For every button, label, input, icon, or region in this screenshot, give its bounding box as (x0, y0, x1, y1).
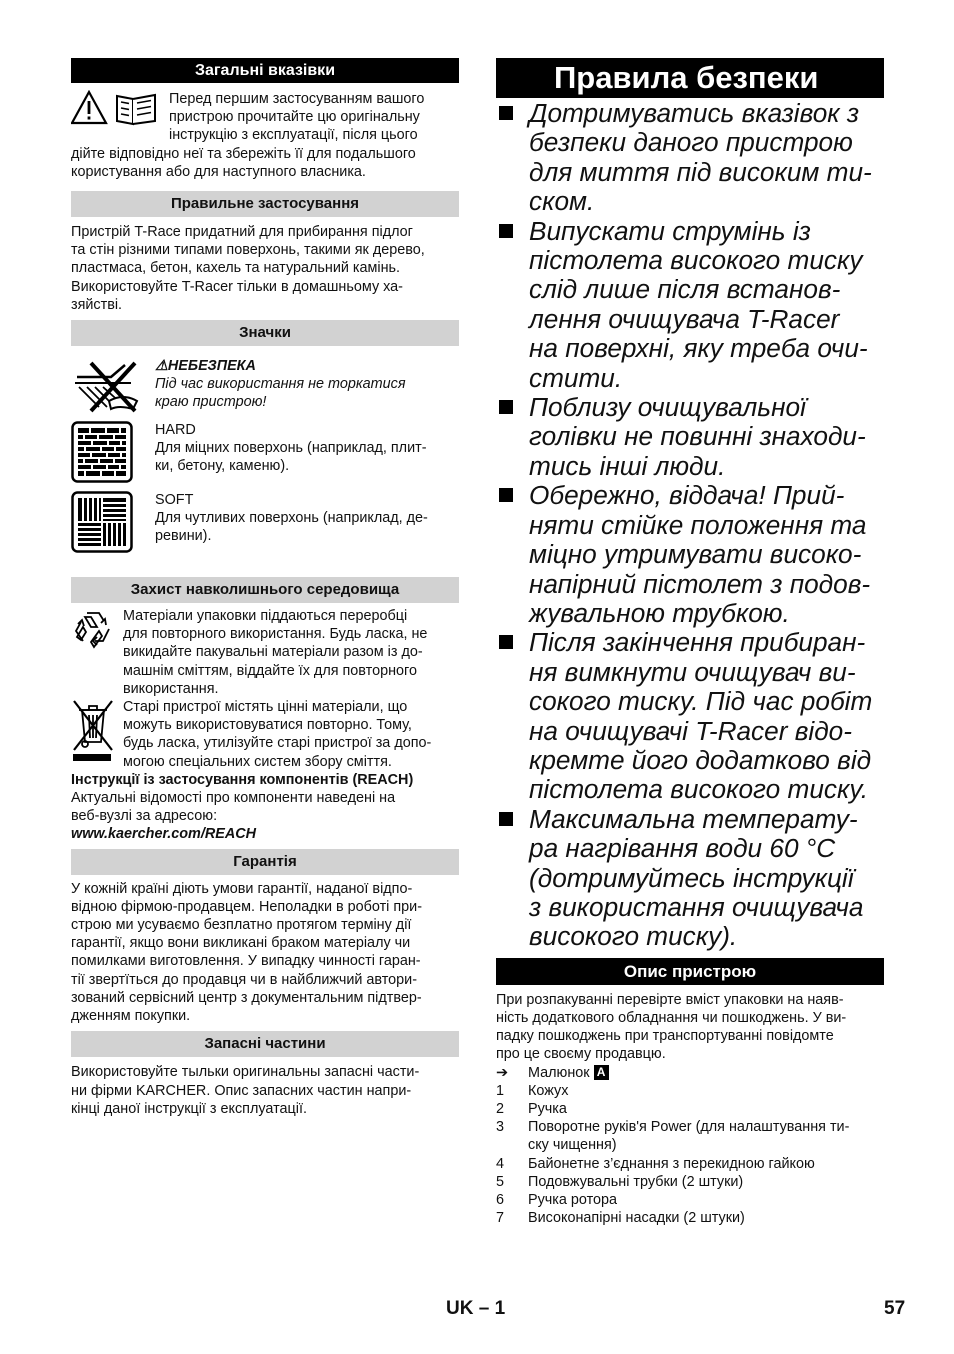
soft-surface-parquet-icon (71, 491, 133, 553)
general-line: дійте відповідно неї та збережіть її для подальшого (71, 145, 416, 162)
list-item (496, 1100, 884, 1118)
figure-badge: A (594, 1065, 609, 1080)
safety-bullet (496, 805, 884, 952)
proper-use-section (71, 223, 459, 314)
recycle-row (71, 607, 459, 698)
proper-use-line: Використовуйте T-Racer тільки в домашньому ха- (71, 278, 403, 295)
safety-bullet-list (496, 99, 884, 952)
arrow-right-icon: ➔ (496, 1064, 509, 1081)
list-item (496, 1155, 884, 1173)
proper-use-line: Пристрій T-Race придатний для прибирання підлог (71, 224, 413, 241)
safety-bullet-line: Після закінчення прибиран- (529, 627, 866, 658)
safety-bullet-line: тись інші люди. (529, 450, 726, 481)
waste-line: Старі пристрої містять цінні матеріали, що (123, 699, 408, 716)
item-text: Поворотне руків'я Power (для налаштування ти- (528, 1119, 850, 1136)
description-line: При розпакуванні перевірте вміст упаковки на наяв- (496, 991, 844, 1008)
safety-bullet-line: Максимальна температу- (529, 803, 858, 834)
square-bullet-icon (499, 635, 513, 649)
safety-bullet-line: Випускати струмінь із (529, 215, 811, 246)
safety-bullet-line: Обережно, віддача! Прий- (529, 480, 845, 511)
safety-bullet-line: на поверхні, яку треба очи- (529, 333, 868, 364)
waste-line: будь ласка, утилізуйте старі пристрої за допо- (123, 735, 432, 752)
right-column (496, 58, 884, 1227)
hard-title: HARD (155, 422, 196, 439)
symbols-heading: Значки (71, 320, 459, 346)
danger-line: краю пристрою! (155, 394, 267, 411)
recycle-line: викидайте пакувальні матеріали разом із до- (123, 644, 423, 661)
general-section (71, 90, 459, 181)
safety-bullet-line: на очищувачі T-Racer відо- (529, 715, 852, 746)
footer-section-label: UK – 1 (446, 1298, 506, 1319)
warranty-line: У кожній країні діють умови гарантії, наданої відпо- (71, 880, 413, 897)
hard-line: Для міцних поверхонь (наприклад, плит- (155, 440, 427, 457)
warranty-line: строю ми усуваємо безплатно протягом терміну дії (71, 917, 412, 934)
safety-bullet-line: голівки не повинні знаходи- (529, 421, 866, 452)
square-bullet-icon (499, 106, 513, 120)
item-number: 2 (496, 1101, 505, 1117)
safety-bullet-line: стити. (529, 362, 623, 393)
reach-line: веб-вузлі за адресою: (71, 808, 218, 825)
safety-bullet-line: Дотримуватись вказівок з (529, 98, 860, 128)
warranty-line: відною фірмою-продавцем. Неполадки в роботі при- (71, 898, 423, 915)
hard-surface-brick-icon (71, 421, 133, 483)
reach-url-link[interactable]: www.kaercher.com/REACH (71, 826, 257, 843)
recycle-line: машнім сміттям, віддайте їх для повторного (123, 662, 417, 679)
description-line: падку пошкоджень при транспортуванні повідомте (496, 1028, 834, 1045)
item-text: ску чищення) (528, 1137, 617, 1154)
left-column (71, 58, 459, 1118)
description-line: ність додаткового обладнання чи пошкоджень. У ви- (496, 1009, 847, 1026)
waste-row (71, 698, 459, 771)
recycle-icon (71, 607, 115, 651)
safety-bullet-line: пістолета високого тиску (529, 245, 863, 276)
general-line: користування або для наступного власника. (71, 163, 366, 180)
general-line: інструкцію з експлуатації, після цього (169, 127, 418, 144)
square-bullet-icon (499, 224, 513, 238)
item-text: Байонетне з’єднання з перекидною гайкою (528, 1155, 815, 1172)
safety-bullet-line: безпеки даного пристрою (529, 127, 853, 158)
safety-bullet (496, 393, 884, 481)
item-text: Ручка (528, 1101, 567, 1117)
environment-heading: Захист навколишнього середовища (71, 577, 459, 603)
spare-parts-section (71, 1063, 459, 1118)
hard-line: ки, бетону, каменю). (155, 458, 290, 475)
reach-title: Інструкції із застосування компонентів (REACH) (71, 771, 414, 788)
safety-bullet (496, 99, 884, 217)
spare-parts-heading: Запасні частини (71, 1031, 459, 1057)
safety-bullet-line: лення очищувача T-Racer (529, 303, 840, 334)
spare-parts-line: ни фірми KARCHER. Опис запасних частин напри- (71, 1082, 412, 1099)
item-number: 3 (496, 1119, 505, 1136)
recycle-line: Матеріали упаковки піддаються переробці (123, 608, 408, 625)
item-number: 4 (496, 1155, 505, 1172)
no-touch-edge-icon (71, 357, 147, 417)
crossed-bin-icon (71, 698, 115, 762)
list-item (496, 1191, 884, 1209)
description-heading: Опис пристрою (496, 958, 884, 985)
list-item (496, 1118, 884, 1154)
item-number: 7 (496, 1210, 505, 1227)
safety-bullet-line: кремте його додатково від (529, 744, 872, 775)
description-section (496, 991, 884, 1228)
square-bullet-icon (499, 812, 513, 826)
soft-line: Для чутливих поверхонь (наприклад, де- (155, 510, 428, 527)
danger-symbol-row (71, 357, 459, 417)
soft-title: SOFT (155, 492, 194, 509)
safety-bullet-line: ра нагрівання води 60 °C (529, 833, 836, 864)
waste-line: могою спеціальних систем збору сміття. (123, 753, 392, 770)
figure-reference (496, 1064, 884, 1082)
page-number: 57 (884, 1298, 906, 1319)
warranty-line: тії звертїться до продавця чи в найближчий автори- (71, 971, 418, 988)
item-text: Ручка ротора (528, 1192, 618, 1209)
recycle-line: для повторного використання. Будь ласка, не (123, 626, 428, 643)
proper-use-line: та стін різними типами поверхонь, такими як дерево, (71, 242, 425, 259)
general-heading: Загальні вказівки (71, 58, 459, 83)
item-text: Кожух (528, 1082, 569, 1099)
safety-bullet-line: жувальною трубкою. (529, 597, 790, 628)
safety-heading: Правила безпеки (496, 58, 884, 98)
safety-bullet-line: міцно утримувати високо- (529, 539, 862, 570)
parts-list (496, 1064, 884, 1228)
recycle-line: використання. (123, 680, 219, 697)
safety-bullet-line: няти стійке положення та (529, 509, 867, 540)
spare-parts-line: кінці даної інструкції з експлуатації. (71, 1100, 307, 1117)
list-item (496, 1082, 884, 1100)
figure-label: Малюнок (528, 1064, 590, 1081)
safety-bullet-line: сокого тиску. Під час робіт (529, 686, 873, 717)
item-text: Високонапірні насадки (2 штуки) (528, 1210, 745, 1227)
safety-bullet-line: Поблизу очищувальної (529, 392, 806, 423)
warranty-section (71, 880, 459, 1026)
safety-bullet (496, 217, 884, 393)
proper-use-line: зяйстві. (71, 296, 123, 313)
safety-bullet-line: напірний пістолет з подов- (529, 568, 871, 599)
reach-line: Актуальні відомості про компоненти наведені на (71, 790, 396, 807)
list-item (496, 1173, 884, 1191)
warning-manual-icon (71, 90, 161, 126)
warranty-heading: Гарантія (71, 849, 459, 875)
item-text: Подовжувальні трубки (2 штуки) (528, 1173, 744, 1190)
item-number: 1 (496, 1082, 505, 1099)
safety-bullet-line: ня вимкнути очищувач ви- (529, 656, 856, 687)
soft-line: ревини). (155, 528, 212, 545)
proper-use-line: пластмаса, бетон, кахель та натуральний камінь. (71, 260, 401, 277)
safety-bullet-line: пістолета високого тиску. (529, 774, 868, 805)
general-line: пристрою прочитайте цю оригінальну (169, 109, 420, 126)
item-number: 6 (496, 1192, 505, 1209)
warranty-line: гарантії, якщо вони викликані браком матеріалу чи (71, 935, 411, 952)
warranty-line: помилками виготовлення. У випадку чинності гаран- (71, 953, 421, 970)
safety-bullet-line: слід лише після встанов- (529, 274, 841, 305)
square-bullet-icon (499, 488, 513, 502)
description-line: про це своєму продавцю. (496, 1046, 666, 1063)
safety-bullet (496, 481, 884, 628)
warranty-line: зований сервісний центр з документальним підтвер- (71, 989, 422, 1006)
danger-line: Під час використання не торкатися (155, 376, 406, 393)
safety-bullet-line: високого тиску). (529, 921, 738, 952)
list-item (496, 1209, 884, 1227)
square-bullet-icon (499, 400, 513, 414)
waste-line: можуть використовуватися повторно. Тому, (123, 717, 412, 734)
soft-symbol-row (71, 491, 459, 553)
danger-title: ⚠НЕБЕЗПЕКА (155, 358, 256, 375)
warranty-line: дженням покупки. (71, 1008, 191, 1025)
safety-bullet-line: з використання очищувача (529, 891, 864, 922)
safety-bullet-line: (дотримуйтесь інструкції (529, 862, 854, 893)
safety-bullet-line: ском. (529, 186, 595, 217)
safety-bullet-line: для миття під високим ти- (529, 156, 872, 187)
hard-symbol-row (71, 421, 459, 483)
proper-use-heading: Правильне застосування (71, 191, 459, 217)
safety-bullet (496, 628, 884, 804)
general-line: Перед першим застосуванням вашого (169, 91, 425, 107)
spare-parts-line: Використовуйте тыльки оригинальны запасні части- (71, 1064, 420, 1081)
item-number: 5 (496, 1173, 505, 1190)
